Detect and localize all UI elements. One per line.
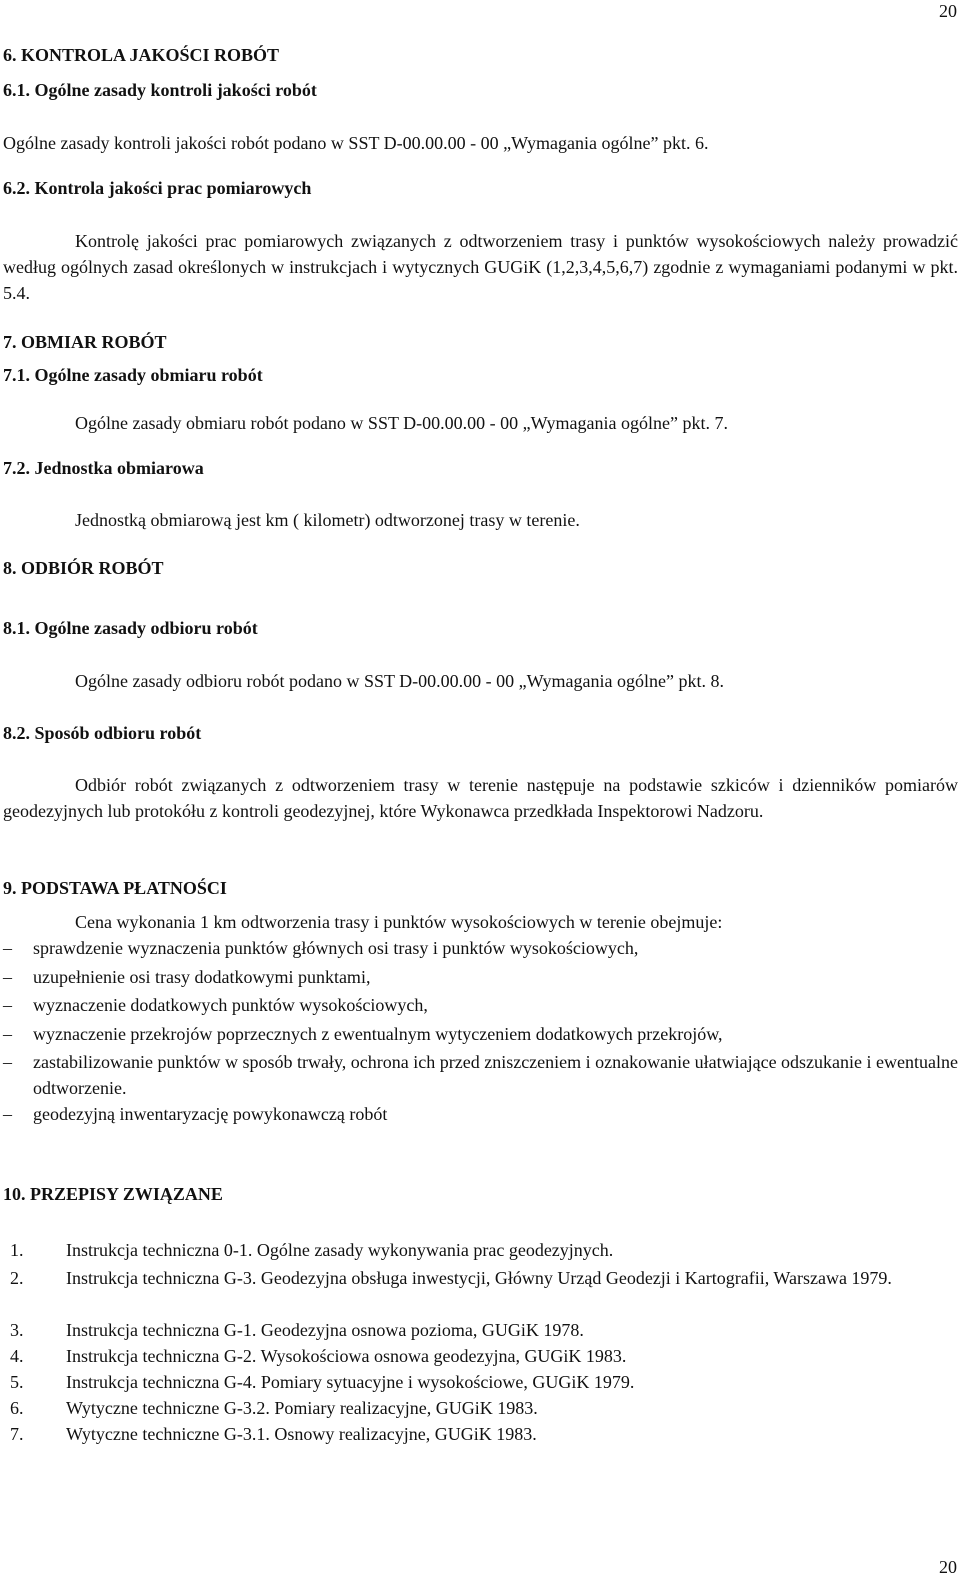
section-6-heading: 6. KONTROLA JAKOŚCI ROBÓT [3,45,280,65]
payment-item [3,1049,958,1101]
dash-bullet: – [3,1024,12,1044]
section-7-heading: 7. OBMIAR ROBÓT [3,332,167,352]
reference-text: Wytyczne techniczne G-3.2. Pomiary realizacyjne, GUGiK 1983. [66,1398,538,1418]
section-8-2-text: Odbiór robót związanych z odtworzeniem trasy w terenie następuje na podstawie szkiców i dzienników pomiarów geodezyjnych lub protokółu z kontroli geodezyjnej, które Wykonawca przedkłada Inspektorowi Nadzoru. [3,775,958,821]
reference-text: Instrukcja techniczna G-3. Geodezyjna obsługa inwestycji, Główny Urząd Geodezji i Kartografii, Warszawa 1979. [66,1268,892,1288]
payment-item-text: zastabilizowanie punktów w sposób trwały, ochrona ich przed zniszczeniem i oznakowanie ułatwiające odszukanie i ewentualne odtworzenie. [33,1052,958,1098]
reference-number: 1. [10,1240,24,1260]
section-10-heading: 10. PRZEPISY ZWIĄZANE [3,1184,223,1204]
reference-item [10,1421,958,1447]
payment-item-text: uzupełnienie osi trasy dodatkowymi punktami, [33,967,371,987]
dash-bullet: – [3,1104,12,1124]
section-7-2-text: Jednostką obmiarową jest km ( kilometr) odtworzonej trasy w terenie. [75,510,580,530]
section-6-1-heading: 6.1. Ogólne zasady kontroli jakości robót [3,80,317,100]
section-8-1-heading: 8.1. Ogólne zasady odbioru robót [3,618,258,638]
reference-item [10,1395,958,1421]
section-9-heading: 9. PODSTAWA PŁATNOŚCI [3,878,227,898]
section-8-heading: 8. ODBIÓR ROBÓT [3,558,164,578]
section-9-intro: Cena wykonania 1 km odtworzenia trasy i punktów wysokościowych w terenie obejmuje: [75,912,723,932]
section-7-1-text: Ogólne zasady obmiaru robót podano w SST D-00.00.00 - 00 „Wymagania ogólne” pkt. 7. [75,413,728,433]
dash-bullet: – [3,1052,12,1072]
payment-item-text: geodezyjną inwentaryzację powykonawczą robót [33,1104,388,1124]
reference-number: 3. [10,1320,24,1340]
section-6-2-heading: 6.2. Kontrola jakości prac pomiarowych [3,178,312,198]
reference-text: Instrukcja techniczna G-1. Geodezyjna osnowa pozioma, GUGiK 1978. [66,1320,584,1340]
reference-item [10,1265,958,1291]
section-6-1-text: Ogólne zasady kontroli jakości robót podano w SST D-00.00.00 - 00 „Wymagania ogólne” pkt. 6. [3,133,709,153]
payment-item [3,992,958,1018]
reference-item [10,1343,958,1369]
reference-number: 6. [10,1398,24,1418]
reference-number: 5. [10,1372,24,1392]
payment-item-text: wyznaczenie przekrojów poprzecznych z ewentualnym wytyczeniem dodatkowych przekrojów, [33,1024,723,1044]
payment-item [3,1021,958,1047]
dash-bullet: – [3,995,12,1015]
reference-number: 7. [10,1424,24,1444]
dash-bullet: – [3,938,12,958]
page-number-bottom: 20 [939,1557,957,1577]
reference-item [10,1369,958,1395]
section-7-1-heading: 7.1. Ogólne zasady obmiaru robót [3,365,263,385]
payment-item-text: sprawdzenie wyznaczenia punktów głównych osi trasy i punktów wysokościowych, [33,938,639,958]
reference-number: 4. [10,1346,24,1366]
dash-bullet: – [3,967,12,987]
payment-item [3,935,958,961]
section-6-2-text: Kontrolę jakości prac pomiarowych związanych z odtworzeniem trasy i punktów wysokościowych należy prowadzić według ogólnych zasad określonych w instrukcjach i wytycznych GUGiK (1,2,3,4,5,6,7) zgodnie z wymaganiami podanymi w pkt. 5.4. [3,231,958,303]
reference-text: Wytyczne techniczne G-3.1. Osnowy realizacyjne, GUGiK 1983. [66,1424,537,1444]
payment-item [3,1101,958,1127]
payment-item [3,964,958,990]
reference-number: 2. [10,1268,24,1288]
page-number-top: 20 [939,1,957,21]
section-7-2-heading: 7.2. Jednostka obmiarowa [3,458,204,478]
reference-text: Instrukcja techniczna G-2. Wysokościowa osnowa geodezyjna, GUGiK 1983. [66,1346,627,1366]
section-8-1-text: Ogólne zasady odbioru robót podano w SST D-00.00.00 - 00 „Wymagania ogólne” pkt. 8. [75,671,724,691]
payment-item-text: wyznaczenie dodatkowych punktów wysokościowych, [33,995,428,1015]
reference-item [10,1317,958,1343]
reference-text: Instrukcja techniczna 0-1. Ogólne zasady wykonywania prac geodezyjnych. [66,1240,614,1260]
reference-item [10,1237,958,1263]
section-8-2-heading: 8.2. Sposób odbioru robót [3,723,202,743]
reference-text: Instrukcja techniczna G-4. Pomiary sytuacyjne i wysokościowe, GUGiK 1979. [66,1372,635,1392]
